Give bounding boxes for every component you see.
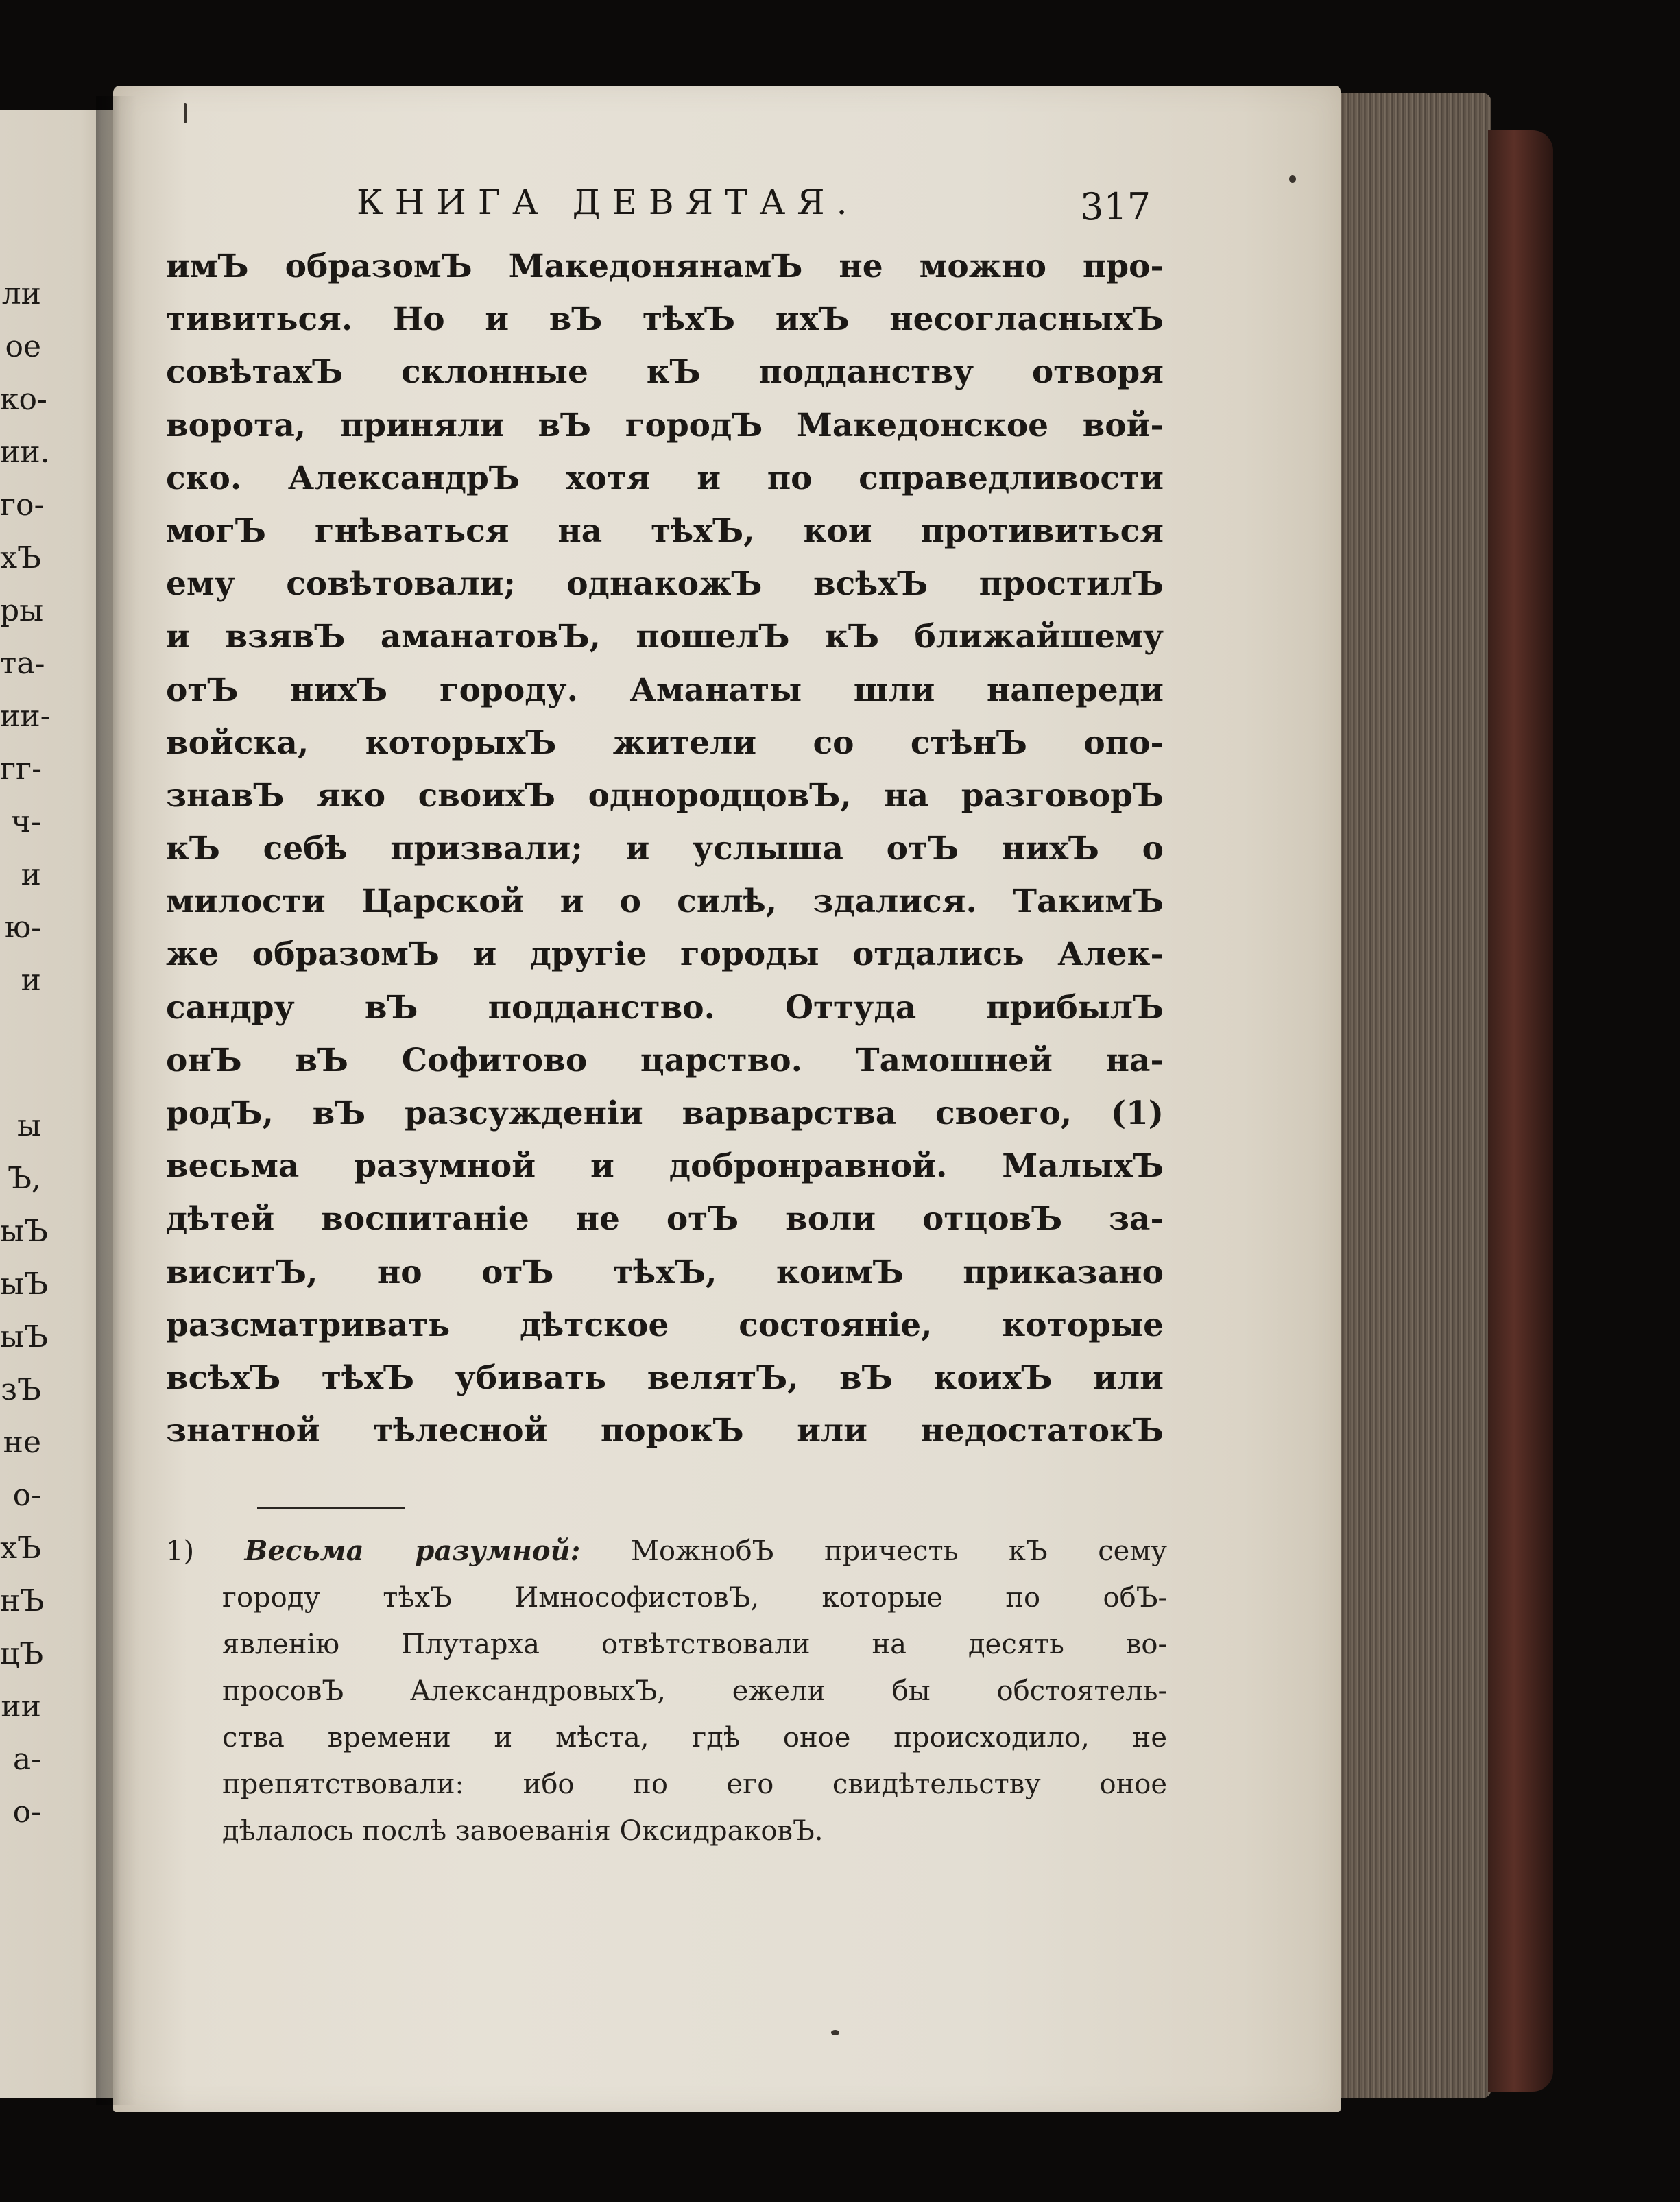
- fragment: не: [3, 1425, 41, 1460]
- text-line: всѣхЪ тѣхЪ убивать велятЪ, вЪ коихЪ или: [166, 1359, 1164, 1397]
- fragment: о-: [12, 1478, 41, 1513]
- fragment: зЪ: [1, 1372, 41, 1407]
- footnote-lemma: Весьма разумной:: [244, 1535, 581, 1567]
- fragment: ыЪ: [0, 1267, 48, 1302]
- text-line: милости Царской и о силѣ, здалися. ТакимЪ: [166, 883, 1164, 921]
- fragment: хЪ: [0, 540, 41, 575]
- footnote-line: препятствовали: ибо по его свидѣтельству оное: [222, 1769, 1167, 1800]
- footnote-line: дѣлалось послѣ завоеванія ОксидраковЪ.: [222, 1815, 824, 1847]
- text-line: разсматривать дѣтское состояніе, которые: [166, 1306, 1164, 1344]
- fragment: го-: [0, 488, 45, 523]
- footnote-line: [166, 1528, 1167, 1575]
- fragment: ое: [5, 329, 41, 364]
- fragment: ли: [1, 276, 41, 311]
- text-line: кЪ себѣ призвали; и услыша отЪ нихЪ о: [166, 830, 1164, 868]
- fragment: ии: [1, 1689, 41, 1724]
- footnote-marker: 1): [166, 1535, 195, 1567]
- footnote-line: городу тѣхЪ ИмнософистовЪ, которые по обЪ-: [222, 1582, 1167, 1614]
- fragment: цЪ: [0, 1636, 44, 1671]
- text-line: онЪ вЪ Софитово царство. Тамошней на-: [166, 1041, 1164, 1079]
- fragment: ыЪ: [0, 1319, 48, 1354]
- ink-speck: [831, 2030, 839, 2035]
- fragment: и: [21, 857, 41, 892]
- text-line: ворота, приняли вЪ городЪ Македонское вой-: [166, 406, 1164, 444]
- gutter-shadow: [96, 96, 137, 2105]
- fragment: ы: [16, 1108, 41, 1143]
- fragment: ии-: [0, 699, 51, 734]
- text-line: войска, которыхЪ жители со стѣнЪ опо-: [166, 723, 1164, 762]
- text-line: сандру вЪ подданство. Оттуда прибылЪ: [166, 988, 1164, 1027]
- fragment: ыЪ: [0, 1214, 48, 1249]
- text-line: весьма разумной и добронравной. МалыхЪ: [166, 1147, 1164, 1186]
- ink-speck: [184, 103, 187, 123]
- book-cover-edge: [1488, 130, 1553, 2092]
- page-block-edges: [1334, 93, 1491, 2098]
- text-line: тивиться. Но и вЪ тѣхЪ ихЪ несогласныхЪ: [166, 300, 1164, 339]
- fragment: та-: [0, 646, 45, 681]
- footnote-rule: [257, 1507, 405, 1509]
- text-line: отЪ нихЪ городу. Аманаты шли напереди: [166, 671, 1164, 709]
- fragment: ры: [0, 593, 44, 628]
- fragment: и: [21, 963, 41, 998]
- text-line: родЪ, вЪ разсужденіи варварства своего, (1): [166, 1094, 1164, 1132]
- fragment: нЪ: [0, 1583, 45, 1618]
- text-line: ему совѣтовали; однакожЪ всѣхЪ простилЪ: [166, 565, 1164, 603]
- running-head: КНИГА ДЕВЯТАЯ.: [357, 182, 859, 222]
- text-line: совѣтахЪ склонные кЪ подданству отворя: [166, 353, 1164, 392]
- fragment: хЪ: [0, 1531, 41, 1566]
- text-line: виситЪ, но отЪ тѣхЪ, коимЪ приказано: [166, 1253, 1164, 1291]
- text-line: знавЪ яко своихЪ однородцовЪ, на разговорЪ: [166, 776, 1164, 815]
- facing-page-text-fragments: [0, 267, 51, 1839]
- footnote: [166, 1528, 1167, 1854]
- fragment: ии.: [0, 435, 50, 470]
- body-text: [166, 240, 1164, 1457]
- text-line: ско. АлександрЪ хотя и по справедливости: [166, 459, 1164, 497]
- footnote-line: явленію Плутарха отвѣтствовали на десять во-: [222, 1629, 1167, 1660]
- text-line: дѣтей воспитаніе не отЪ воли отцовЪ за-: [166, 1200, 1164, 1238]
- text-line: знатной тѣлесной порокЪ или недостатокЪ: [166, 1412, 1164, 1450]
- fragment: о-: [12, 1795, 41, 1830]
- footnote-line: ства времени и мѣста, гдѣ оное происходило, не: [222, 1722, 1167, 1754]
- footnote-line: просовЪ АлександровыхЪ, ежели бы обстоятель-: [222, 1675, 1167, 1707]
- ink-speck: [1289, 175, 1296, 183]
- fragment: гг-: [0, 752, 42, 787]
- text-line: могЪ гнѣваться на тѣхЪ, кои противиться: [166, 512, 1164, 550]
- fragment: ко-: [0, 382, 47, 417]
- text-line: же образомЪ и другіе городы отдались Алек-: [166, 935, 1164, 974]
- fragment: ч-: [11, 804, 41, 839]
- fragment: ю-: [4, 910, 41, 945]
- footnote-text: МожнобЪ причесть кЪ сему: [631, 1535, 1167, 1567]
- text-line: и взявЪ аманатовЪ, пошелЪ кЪ ближайшему: [166, 618, 1164, 656]
- page-number: 317: [1080, 185, 1151, 228]
- fragment: а-: [12, 1742, 41, 1777]
- text-line: имЪ образомЪ МакедонянамЪ не можно про-: [166, 248, 1164, 285]
- fragment: Ъ,: [8, 1161, 41, 1196]
